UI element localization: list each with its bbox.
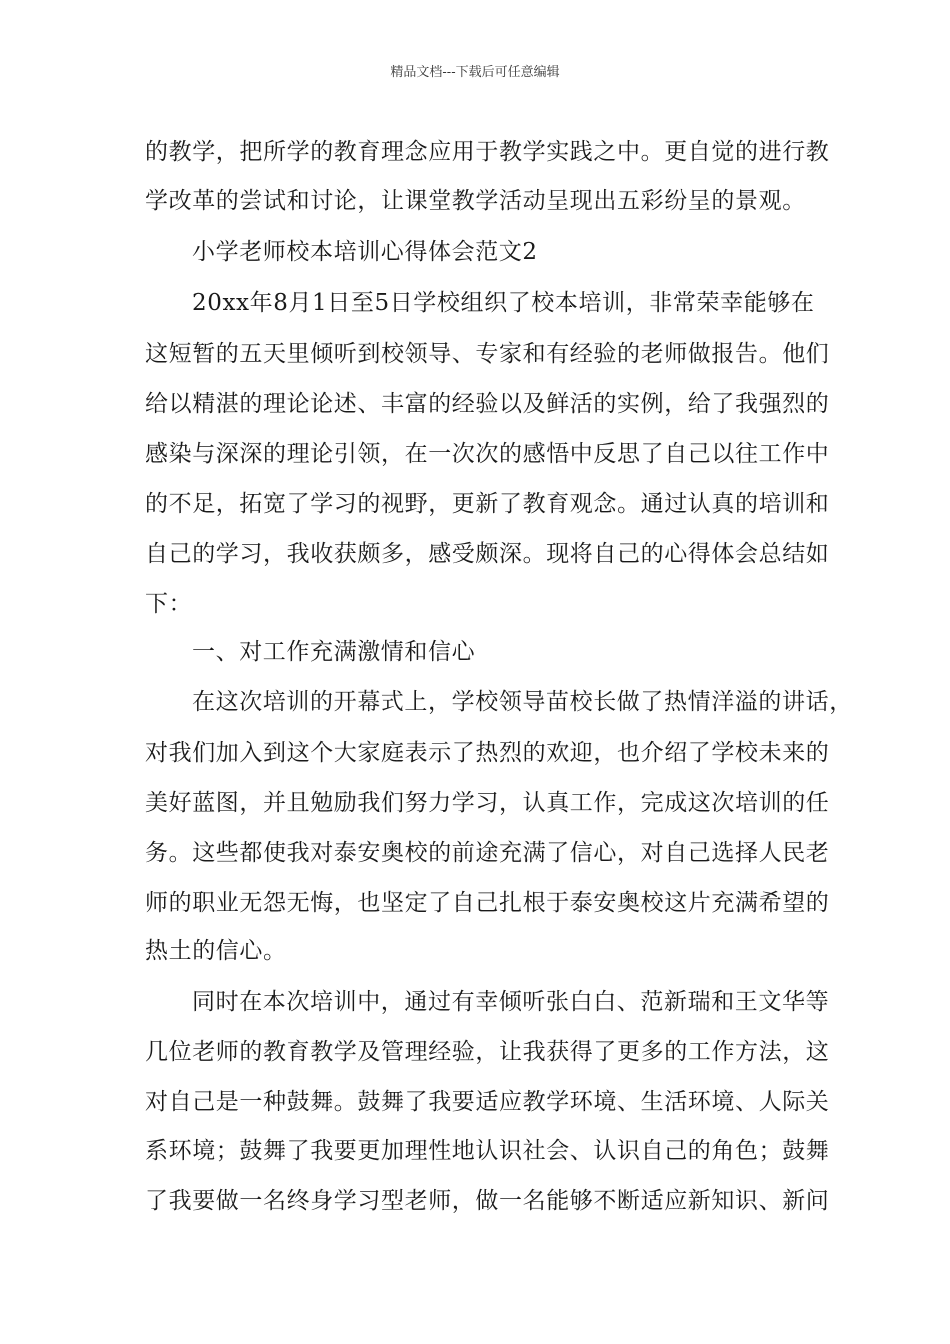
subsection-heading: 一、对工作充满激情和信心 (192, 639, 476, 665)
body-line: 20xx年8月1日至5日学校组织了校本培训，非常荣幸能够在 (192, 290, 815, 316)
body-line: 美好蓝图，并且勉励我们努力学习，认真工作，完成这次培训的任 (145, 790, 830, 816)
body-line: 师的职业无怨无悔，也坚定了自己扎根于泰安奥校这片充满希望的 (145, 890, 830, 916)
body-line: 的教学，把所学的教育理念应用于教学实践之中。更自觉的进行教 (145, 139, 830, 165)
body-line: 了我要做一名终身学习型老师，做一名能够不断适应新知识、新问 (145, 1188, 830, 1214)
body-line: 学改革的尝试和讨论，让课堂教学活动呈现出五彩纷呈的景观。 (145, 188, 806, 214)
body-line: 对自己是一种鼓舞。鼓舞了我要适应教学环境、生活环境、人际关 (145, 1089, 830, 1115)
body-line: 几位老师的教育教学及管理经验，让我获得了更多的工作方法，这 (145, 1039, 830, 1065)
body-line: 的不足，拓宽了学习的视野，更新了教育观念。通过认真的培训和 (145, 491, 830, 517)
body-line: 热土的信心。 (145, 938, 287, 964)
body-line: 务。这些都使我对泰安奥校的前途充满了信心，对自己选择人民老 (145, 840, 830, 866)
body-line: 下： (145, 591, 193, 617)
body-line: 自己的学习，我收获颇多，感受颇深。现将自己的心得体会总结如 (145, 541, 830, 567)
body-line: 系环境；鼓舞了我要更加理性地认识社会、认识自己的角色；鼓舞 (145, 1138, 830, 1164)
body-line: 在这次培训的开幕式上，学校领导苗校长做了热情洋溢的讲话， (192, 689, 853, 715)
body-line: 这短暂的五天里倾听到校领导、专家和有经验的老师做报告。他们 (145, 341, 830, 367)
body-line: 给以精湛的理论论述、丰富的经验以及鲜活的实例，给了我强烈的 (145, 391, 830, 417)
page-header: 精品文档---下载后可任意编辑 (390, 65, 560, 80)
body-line: 同时在本次培训中，通过有幸倾听张白白、范新瑞和王文华等 (192, 989, 830, 1015)
section-title: 小学老师校本培训心得体会范文2 (192, 239, 538, 265)
body-line: 感染与深深的理论引领，在一次次的感悟中反思了自己以往工作中 (145, 441, 830, 467)
body-line: 对我们加入到这个大家庭表示了热烈的欢迎，也介绍了学校未来的 (145, 740, 830, 766)
